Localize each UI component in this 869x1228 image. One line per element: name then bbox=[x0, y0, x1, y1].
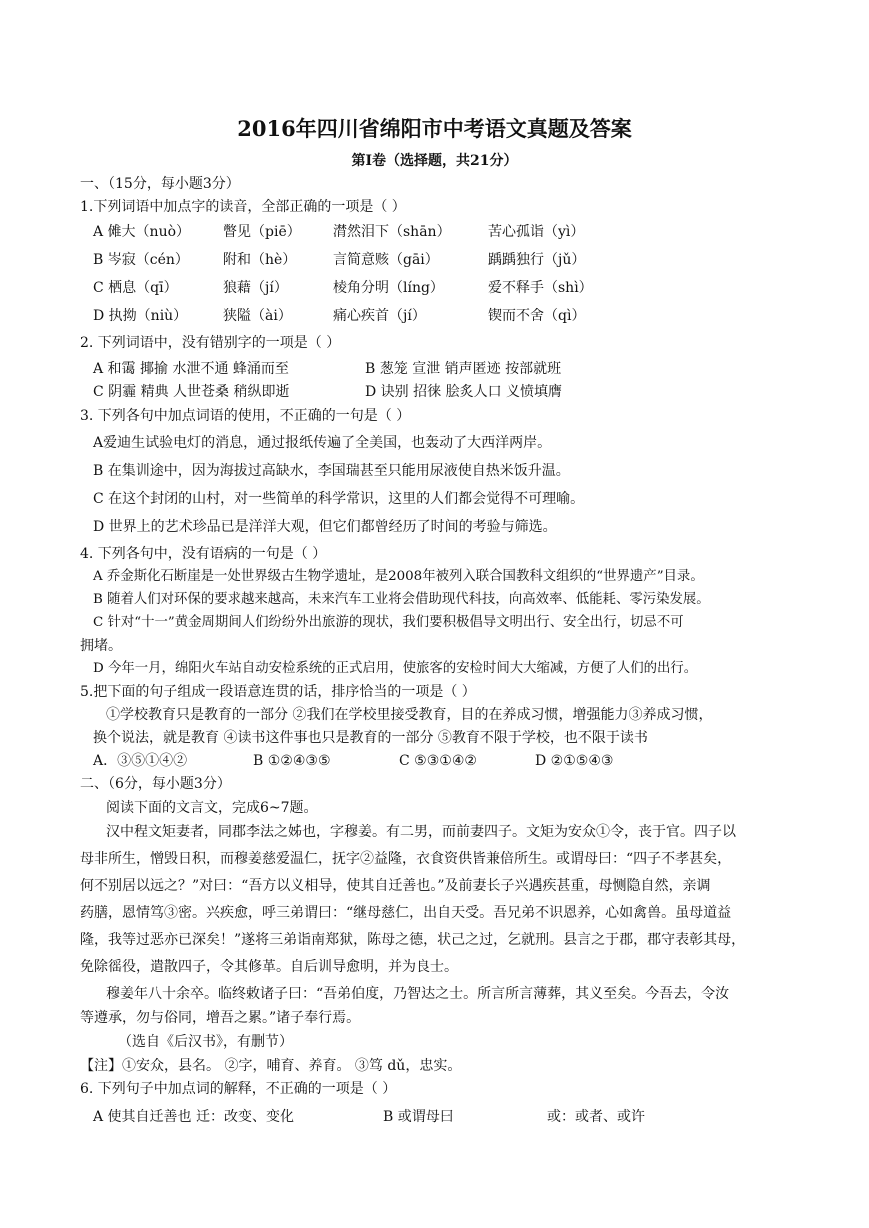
q1-d-1: D 执拗（niù） bbox=[93, 308, 188, 324]
q4-stem: 4. 下列各句中，没有语病的一句是（ ） bbox=[80, 546, 327, 562]
q6-row-1 bbox=[93, 1108, 645, 1126]
q5-option-b: B ①②④③⑤ bbox=[253, 753, 331, 769]
q3-option-c: C 在这个封闭的山村，对一些简单的科学常识，这里的人们都会觉得不可理喻。 bbox=[93, 491, 585, 507]
q1-c-1: C 栖息（qī） bbox=[93, 280, 178, 296]
q3-option-a: A爱迪生试验电灯的消息，通过报纸传遍了全美国，也轰动了大西洋两岸。 bbox=[93, 435, 552, 451]
q5-option-d: D ②①⑤④③ bbox=[535, 753, 614, 769]
q4-option-d: D 今年一月，绵阳火车站自动安检系统的正式启用，使旅客的安检时间大大缩减，方便了人们的出行。 bbox=[93, 661, 698, 676]
passage-p1-line5: 隆，我等过恶亦已深矣！”遂将三弟诣南郑狱，陈母之德，状己之过，乞就刑。县言之于郡，郡守表彰其母， bbox=[80, 932, 746, 948]
q5-option-c: C ⑤③①④② bbox=[399, 753, 477, 769]
q4-option-a: A 乔金斯化石断崖是一处世界级古生物学遗址，是2008年被列入联合国教科文组织的“世界遗产”目录。 bbox=[93, 569, 704, 584]
q3-option-d: D 世界上的艺术珍品已是洋洋大观，但它们都曾经历了时间的考验与筛选。 bbox=[93, 519, 557, 535]
document-title: 2016年四川省绵阳市中考语文真题及答案 bbox=[237, 116, 632, 141]
q1-b-3: 言简意赅（gāi） bbox=[333, 252, 439, 268]
q5-option-a: A．③⑤①④② bbox=[93, 753, 188, 769]
q3-stem: 3. 下列各句中加点词语的使用，不正确的一句是（ ） bbox=[80, 408, 411, 424]
q1-stem: 1.下列词语中加点字的读音，全部正确的一项是（ ） bbox=[80, 199, 406, 215]
q2-option-a: A 和霭 揶揄 水泄不通 蜂涌而至 bbox=[93, 361, 289, 377]
q1-row-d bbox=[93, 307, 585, 325]
q1-row-b bbox=[93, 251, 585, 269]
q4-option-c-line1: C 针对“十一”黄金周期间人们纷纷外出旅游的现状，我们要积极倡导文明出行、安全出行，切忌不可 bbox=[93, 615, 684, 630]
q6-option-b-gloss: 或：或者、或许 bbox=[547, 1109, 645, 1125]
q2-row-1 bbox=[93, 360, 561, 378]
q1-b-4: 踽踽独行（jǔ） bbox=[488, 252, 586, 268]
q2-option-b: B 葱笼 宣泄 销声匿迹 按部就班 bbox=[365, 361, 562, 377]
q5-sentence-line1: ①学校教育只是教育的一部分 ②我们在学校里接受教育，目的在养成习惯，增强能力③养成习惯， bbox=[106, 707, 713, 723]
q1-b-2: 附和（hè） bbox=[223, 252, 297, 268]
q6-option-a: A 使其自迁善也 迁：改变、变化 bbox=[93, 1109, 295, 1125]
q1-c-2: 狼藉（jí） bbox=[223, 280, 288, 296]
q1-row-a bbox=[93, 223, 584, 241]
q1-row-c bbox=[93, 279, 593, 297]
q1-c-4: 爱不释手（shì） bbox=[488, 280, 593, 296]
q1-a-2: 瞥见（piē） bbox=[223, 224, 301, 240]
q5-options bbox=[93, 752, 613, 770]
passage-p1-line1: 汉中程文矩妻者，同郡李法之姊也，字穆姜。有二男，而前妻四子。文矩为安众①令，丧于官。四子以 bbox=[106, 824, 736, 840]
passage-p1-line6: 免除徭役，遣散四子，令其修革。自后训导愈明，并为良士。 bbox=[80, 959, 458, 975]
q6-stem: 6. 下列句子中加点词的解释，不正确的一项是（ ） bbox=[80, 1081, 397, 1097]
q3-option-b: B 在集训途中，因为海拔过高缺水，李国瑞甚至只能用尿液使自热米饭升温。 bbox=[93, 463, 570, 479]
q2-stem: 2. 下列词语中，没有错别字的一项是（ ） bbox=[80, 335, 341, 351]
q1-a-1: A 傩大（nuò） bbox=[93, 224, 191, 240]
q6-option-b: B 或谓母曰 bbox=[383, 1109, 454, 1125]
q4-option-c-line2: 拥堵。 bbox=[80, 638, 122, 654]
q1-d-3: 痛心疾首（jí） bbox=[333, 308, 426, 324]
q1-a-3: 潸然泪下（shān） bbox=[333, 224, 451, 240]
q5-sentence-line2: 换个说法，就是教育 ④读书这件事也只是教育的一部分 ⑤教育不限于学校，也不限于读书 bbox=[93, 730, 648, 746]
passage-p2-line1: 穆姜年八十余卒。临终敕诸子曰：“吾弟伯度，乃智达之士。所言所言薄葬，其义至矣。今吾去，令汝 bbox=[106, 986, 730, 1002]
passage-p2-line2: 等遵承，勿与俗同，增吾之累。”诸子奉行焉。 bbox=[80, 1010, 361, 1026]
q1-d-2: 狭隘（ài） bbox=[223, 308, 292, 324]
part2-heading: 二、（6分，每小题3分） bbox=[80, 776, 231, 792]
passage-p1-line2: 母非所生，憎毁日积，而穆姜慈爱温仁，抚字②益隆，衣食资供皆兼倍所生。或谓母曰：“四子不孝甚矣， bbox=[80, 851, 732, 867]
passage-intro: 阅读下面的文言文，完成6~7题。 bbox=[106, 800, 318, 816]
q5-stem: 5.把下面的句子组成一段语意连贯的话，排序恰当的一项是（ ） bbox=[80, 684, 476, 700]
passage-p1-line4: 药膳，恩情笃③密。兴疾愈，呼三弟谓曰：“继母慈仁，出自天受。吾兄弟不识恩养，心如禽兽。虽母道益 bbox=[80, 905, 732, 921]
passage-p1-line3: 何不别居以远之？”对曰：“吾方以义相导，使其自迁善也。”及前妻长子兴遇疾甚重，母恻隐自然，亲调 bbox=[80, 878, 711, 894]
q4-option-b: B 随着人们对环保的要求越来越高，未来汽车工业将会借助现代科技，向高效率、低能耗、零污染发展。 bbox=[93, 592, 710, 607]
q1-d-4: 锲而不舍（qì） bbox=[488, 308, 586, 324]
section-subtitle: 第Ⅰ卷（选择题，共21分） bbox=[351, 153, 518, 169]
q2-option-d: D 诀别 招徕 脍炙人口 义愤填膺 bbox=[365, 384, 563, 400]
q2-option-c: C 阴霾 精典 人世苍桑 稍纵即逝 bbox=[93, 384, 290, 400]
q1-b-1: B 岑寂（cén） bbox=[93, 252, 189, 268]
q2-row-2 bbox=[93, 383, 562, 401]
passage-notes: 【注】①安众，县名。 ②字，哺育、养育。 ③笃 dǔ，忠实。 bbox=[80, 1058, 462, 1074]
q1-a-4: 苦心孤诣（yì） bbox=[488, 224, 585, 240]
q1-c-3: 棱角分明（líng） bbox=[333, 280, 444, 296]
passage-source: （选自《后汉书》，有删节） bbox=[118, 1034, 293, 1050]
part1-heading: 一、（15分，每小题3分） bbox=[80, 176, 240, 192]
